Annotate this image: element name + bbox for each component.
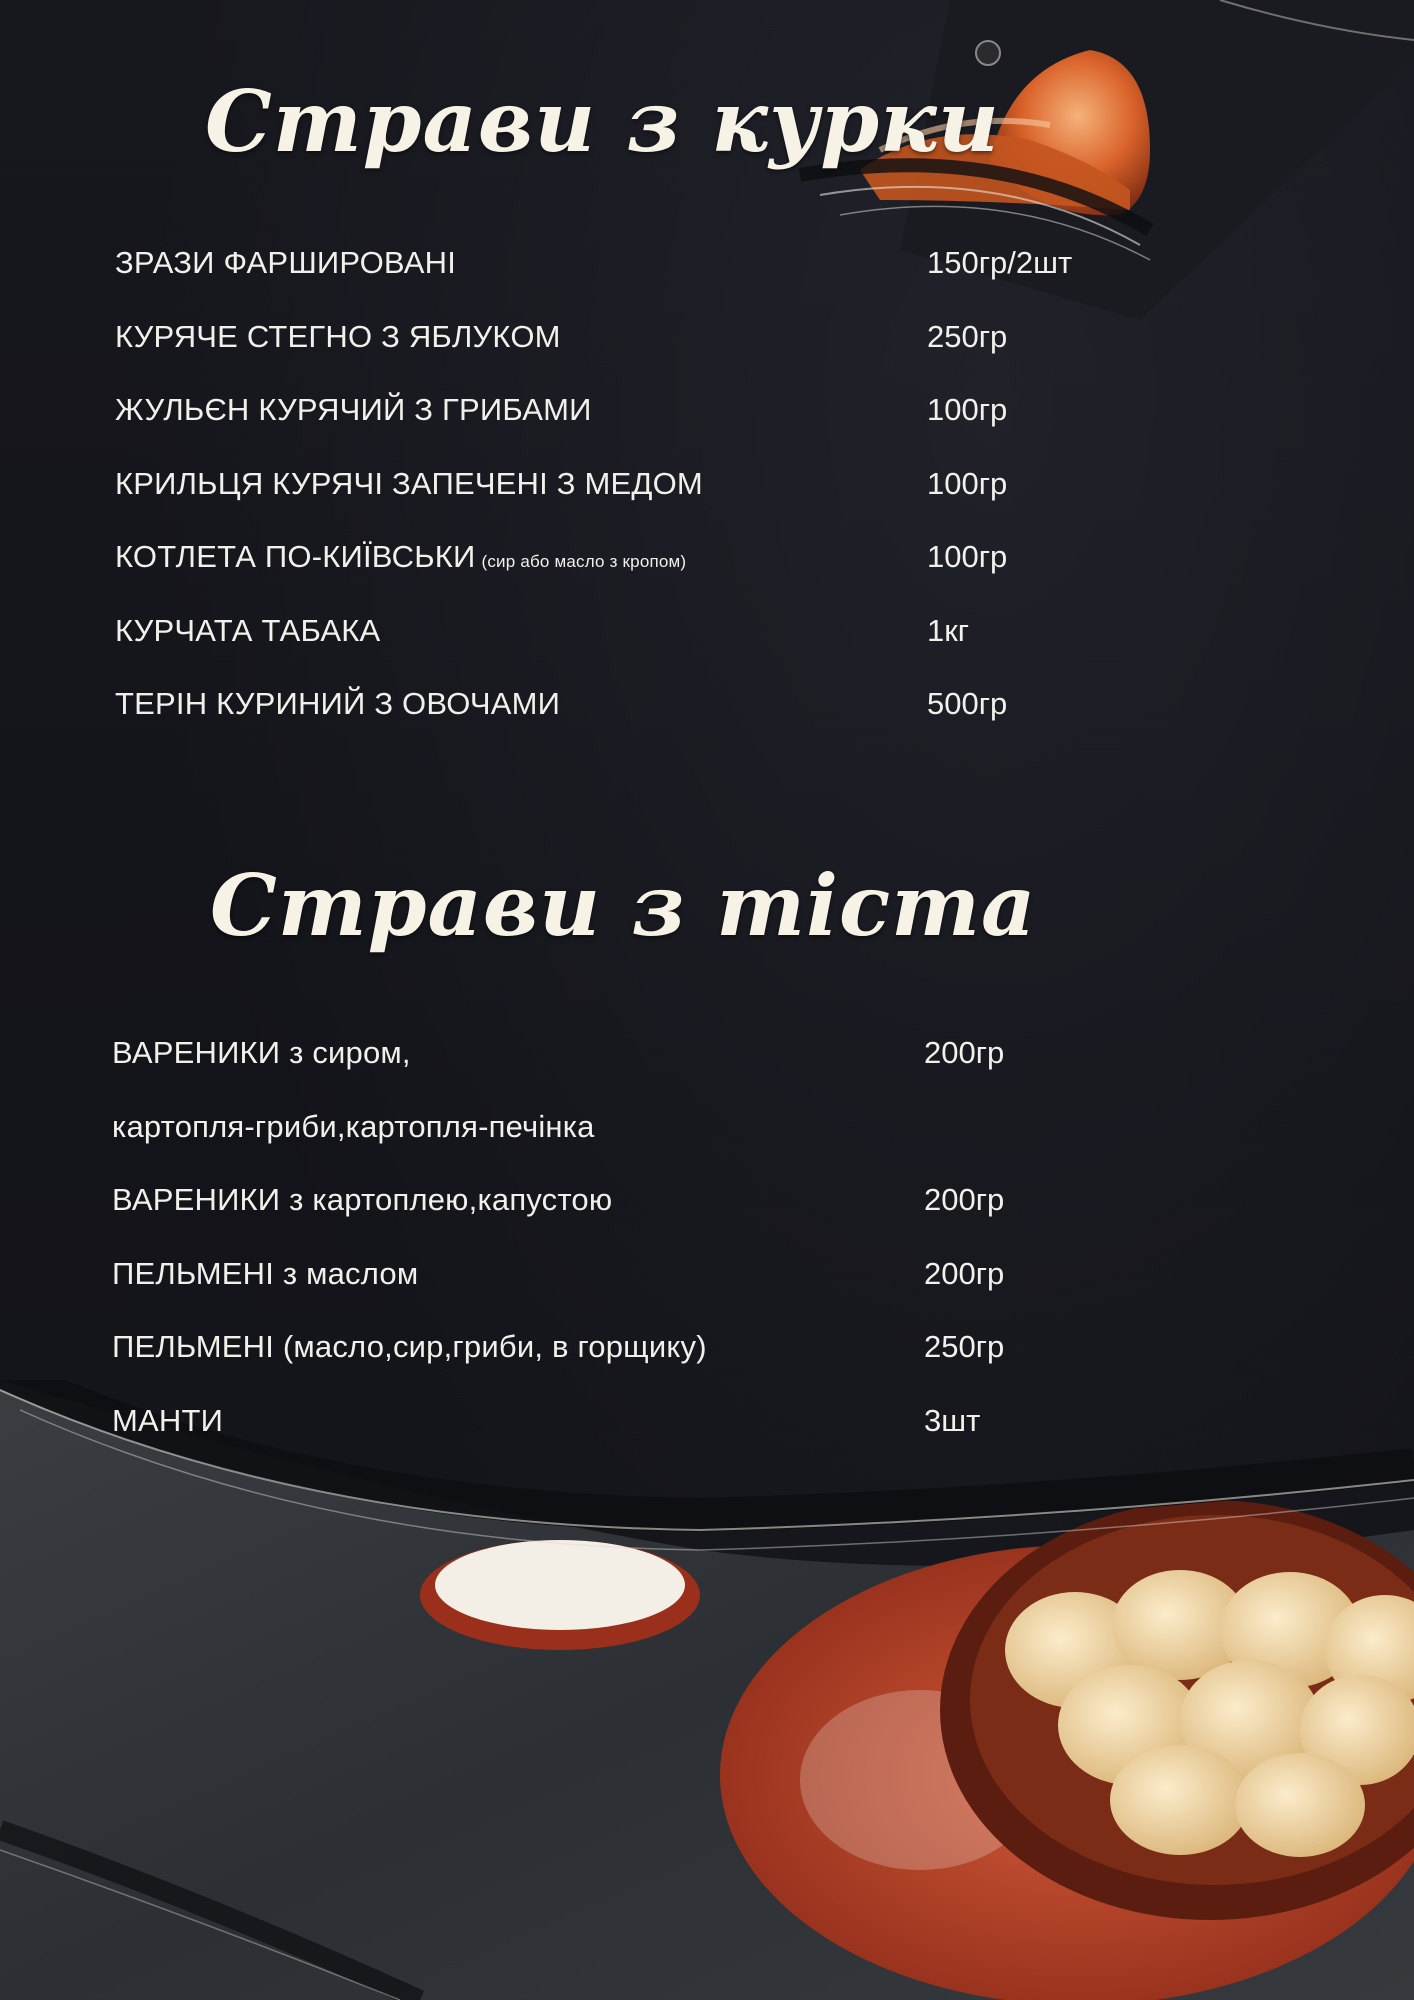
menu-item bbox=[115, 392, 1115, 466]
menu-list-dough bbox=[112, 1035, 1112, 1476]
item-portion: 200гр bbox=[924, 1035, 1005, 1070]
item-note: (сир або масло з кропом) bbox=[481, 552, 687, 571]
item-name: ПЕЛЬМЕНІ (масло,сир,гриби, в горщику) bbox=[112, 1329, 707, 1364]
item-portion: 150гр/2шт bbox=[927, 245, 1073, 280]
item-name: КРИЛЬЦЯ КУРЯЧІ ЗАПЕЧЕНІ З МЕДОМ bbox=[115, 465, 703, 501]
menu-item bbox=[115, 613, 1115, 687]
item-name: МАНТИ bbox=[112, 1402, 224, 1438]
item-name: КОТЛЕТА ПО-КИЇВСЬКИ (сир або масло з кропом) bbox=[115, 539, 687, 574]
item-name: ТЕРІН КУРИНИЙ З ОВОЧАМИ bbox=[115, 686, 561, 721]
section-title-dough: Страви з тіста bbox=[210, 856, 1037, 955]
menu-item bbox=[115, 539, 1115, 613]
item-name: ВАРЕНИКИ з сиром, bbox=[112, 1035, 411, 1070]
item-name: КУРЯЧЕ СТЕГНО З ЯБЛУКОМ bbox=[115, 318, 561, 354]
item-name: ЖУЛЬЄН КУРЯЧИЙ З ГРИБАМИ bbox=[115, 392, 592, 427]
menu-item bbox=[112, 1256, 1112, 1330]
item-name: КУРЧАТА ТАБАКА bbox=[115, 612, 381, 648]
menu-item bbox=[115, 245, 1115, 319]
item-portion: 250гр bbox=[927, 318, 1008, 354]
item-name: ЗРАЗИ ФАРШИРОВАНІ bbox=[115, 245, 457, 280]
item-portion: 500гр bbox=[927, 686, 1008, 721]
item-portion: 100гр bbox=[927, 465, 1008, 501]
sour-cream-bowl bbox=[420, 1540, 700, 1650]
menu-item bbox=[112, 1035, 1112, 1109]
menu-item bbox=[115, 686, 1115, 760]
item-portion: 1кг bbox=[927, 612, 970, 648]
item-portion: 3шт bbox=[924, 1402, 981, 1438]
section-title-chicken: Страви з курки bbox=[205, 72, 1000, 171]
item-name: картопля-гриби,картопля-печінка bbox=[112, 1108, 595, 1144]
menu-item bbox=[115, 319, 1115, 393]
item-name: ВАРЕНИКИ з картоплею,капустою bbox=[112, 1182, 613, 1217]
menu-item bbox=[112, 1182, 1112, 1256]
item-portion: 100гр bbox=[927, 539, 1008, 574]
menu-item bbox=[112, 1109, 1112, 1183]
item-portion: 250гр bbox=[924, 1329, 1005, 1364]
menu-item bbox=[115, 466, 1115, 540]
item-portion: 200гр bbox=[924, 1255, 1005, 1291]
item-portion: 200гр bbox=[924, 1182, 1005, 1217]
menu-list-chicken bbox=[115, 245, 1115, 760]
menu-item bbox=[112, 1329, 1112, 1403]
item-name: ПЕЛЬМЕНІ з маслом bbox=[112, 1255, 419, 1291]
item-portion: 100гр bbox=[927, 392, 1008, 427]
menu-item bbox=[112, 1403, 1112, 1477]
